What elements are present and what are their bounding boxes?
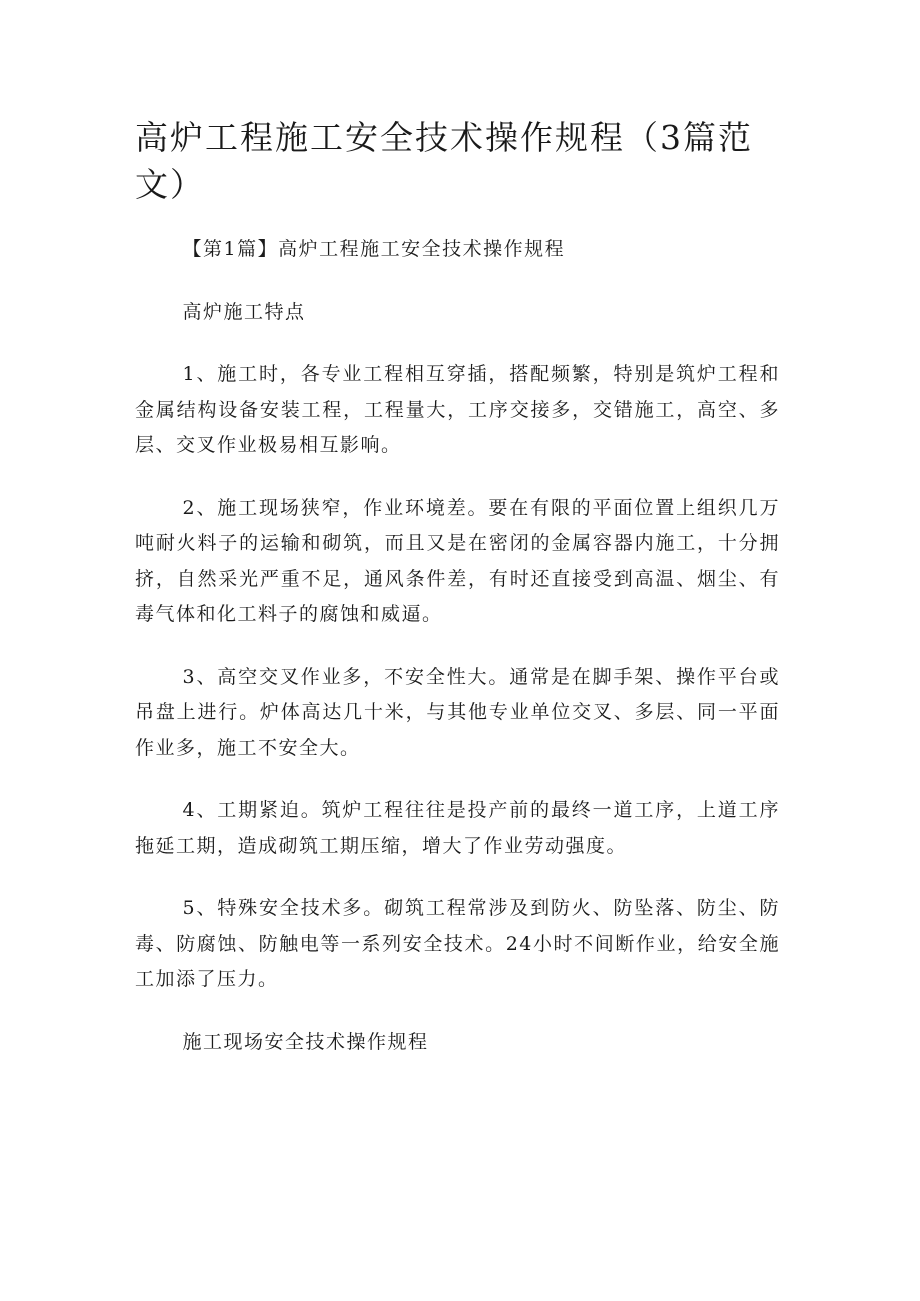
paragraph-item-2: 2、施工现场狭窄，作业环境差。要在有限的平面位置上组织几万吨耐火料子的运输和砌筑，而且又是在密闭的金属容器内施工，十分拥挤，自然采光严重不足，通风条件差，有时还直接受到高温、烟尘、有毒气体和化工料子的腐蚀和威逼。 [135, 496, 780, 625]
paragraph-item-1: 1、施工时，各专业工程相互穿插，搭配频繁，特别是筑炉工程和金属结构设备安装工程，工程量大，工序交接多，交错施工，高空、多层、交叉作业极易相互影响。 [135, 363, 780, 456]
document-body [135, 232, 780, 1060]
paragraph-item-3: 3、高空交叉作业多，不安全性大。通常是在脚手架、操作平台或吊盘上进行。炉体高达几十米，与其他专业单位交叉、多层、同一平面作业多，施工不安全大。 [135, 665, 780, 759]
section-heading: 【第1篇】高炉工程施工安全技术操作规程 [182, 238, 566, 260]
subsection-heading-2: 施工现场安全技术操作规程 [182, 1030, 429, 1053]
paragraph-item-5: 5、特殊安全技术多。砌筑工程常涉及到防火、防坠落、防尘、防毒、防腐蚀、防触电等一系列安全技术。24小时不间断作业，给安全施工加添了压力。 [135, 897, 780, 990]
document-title: 高炉工程施工安全技术操作规程（3篇范文） [135, 118, 753, 204]
subsection-heading: 高炉施工特点 [182, 300, 306, 323]
paragraph-item-4: 4、工期紧迫。筑炉工程往往是投产前的最终一道工序，上道工序拖延工期，造成砌筑工期压缩，增大了作业劳动强度。 [135, 799, 780, 857]
